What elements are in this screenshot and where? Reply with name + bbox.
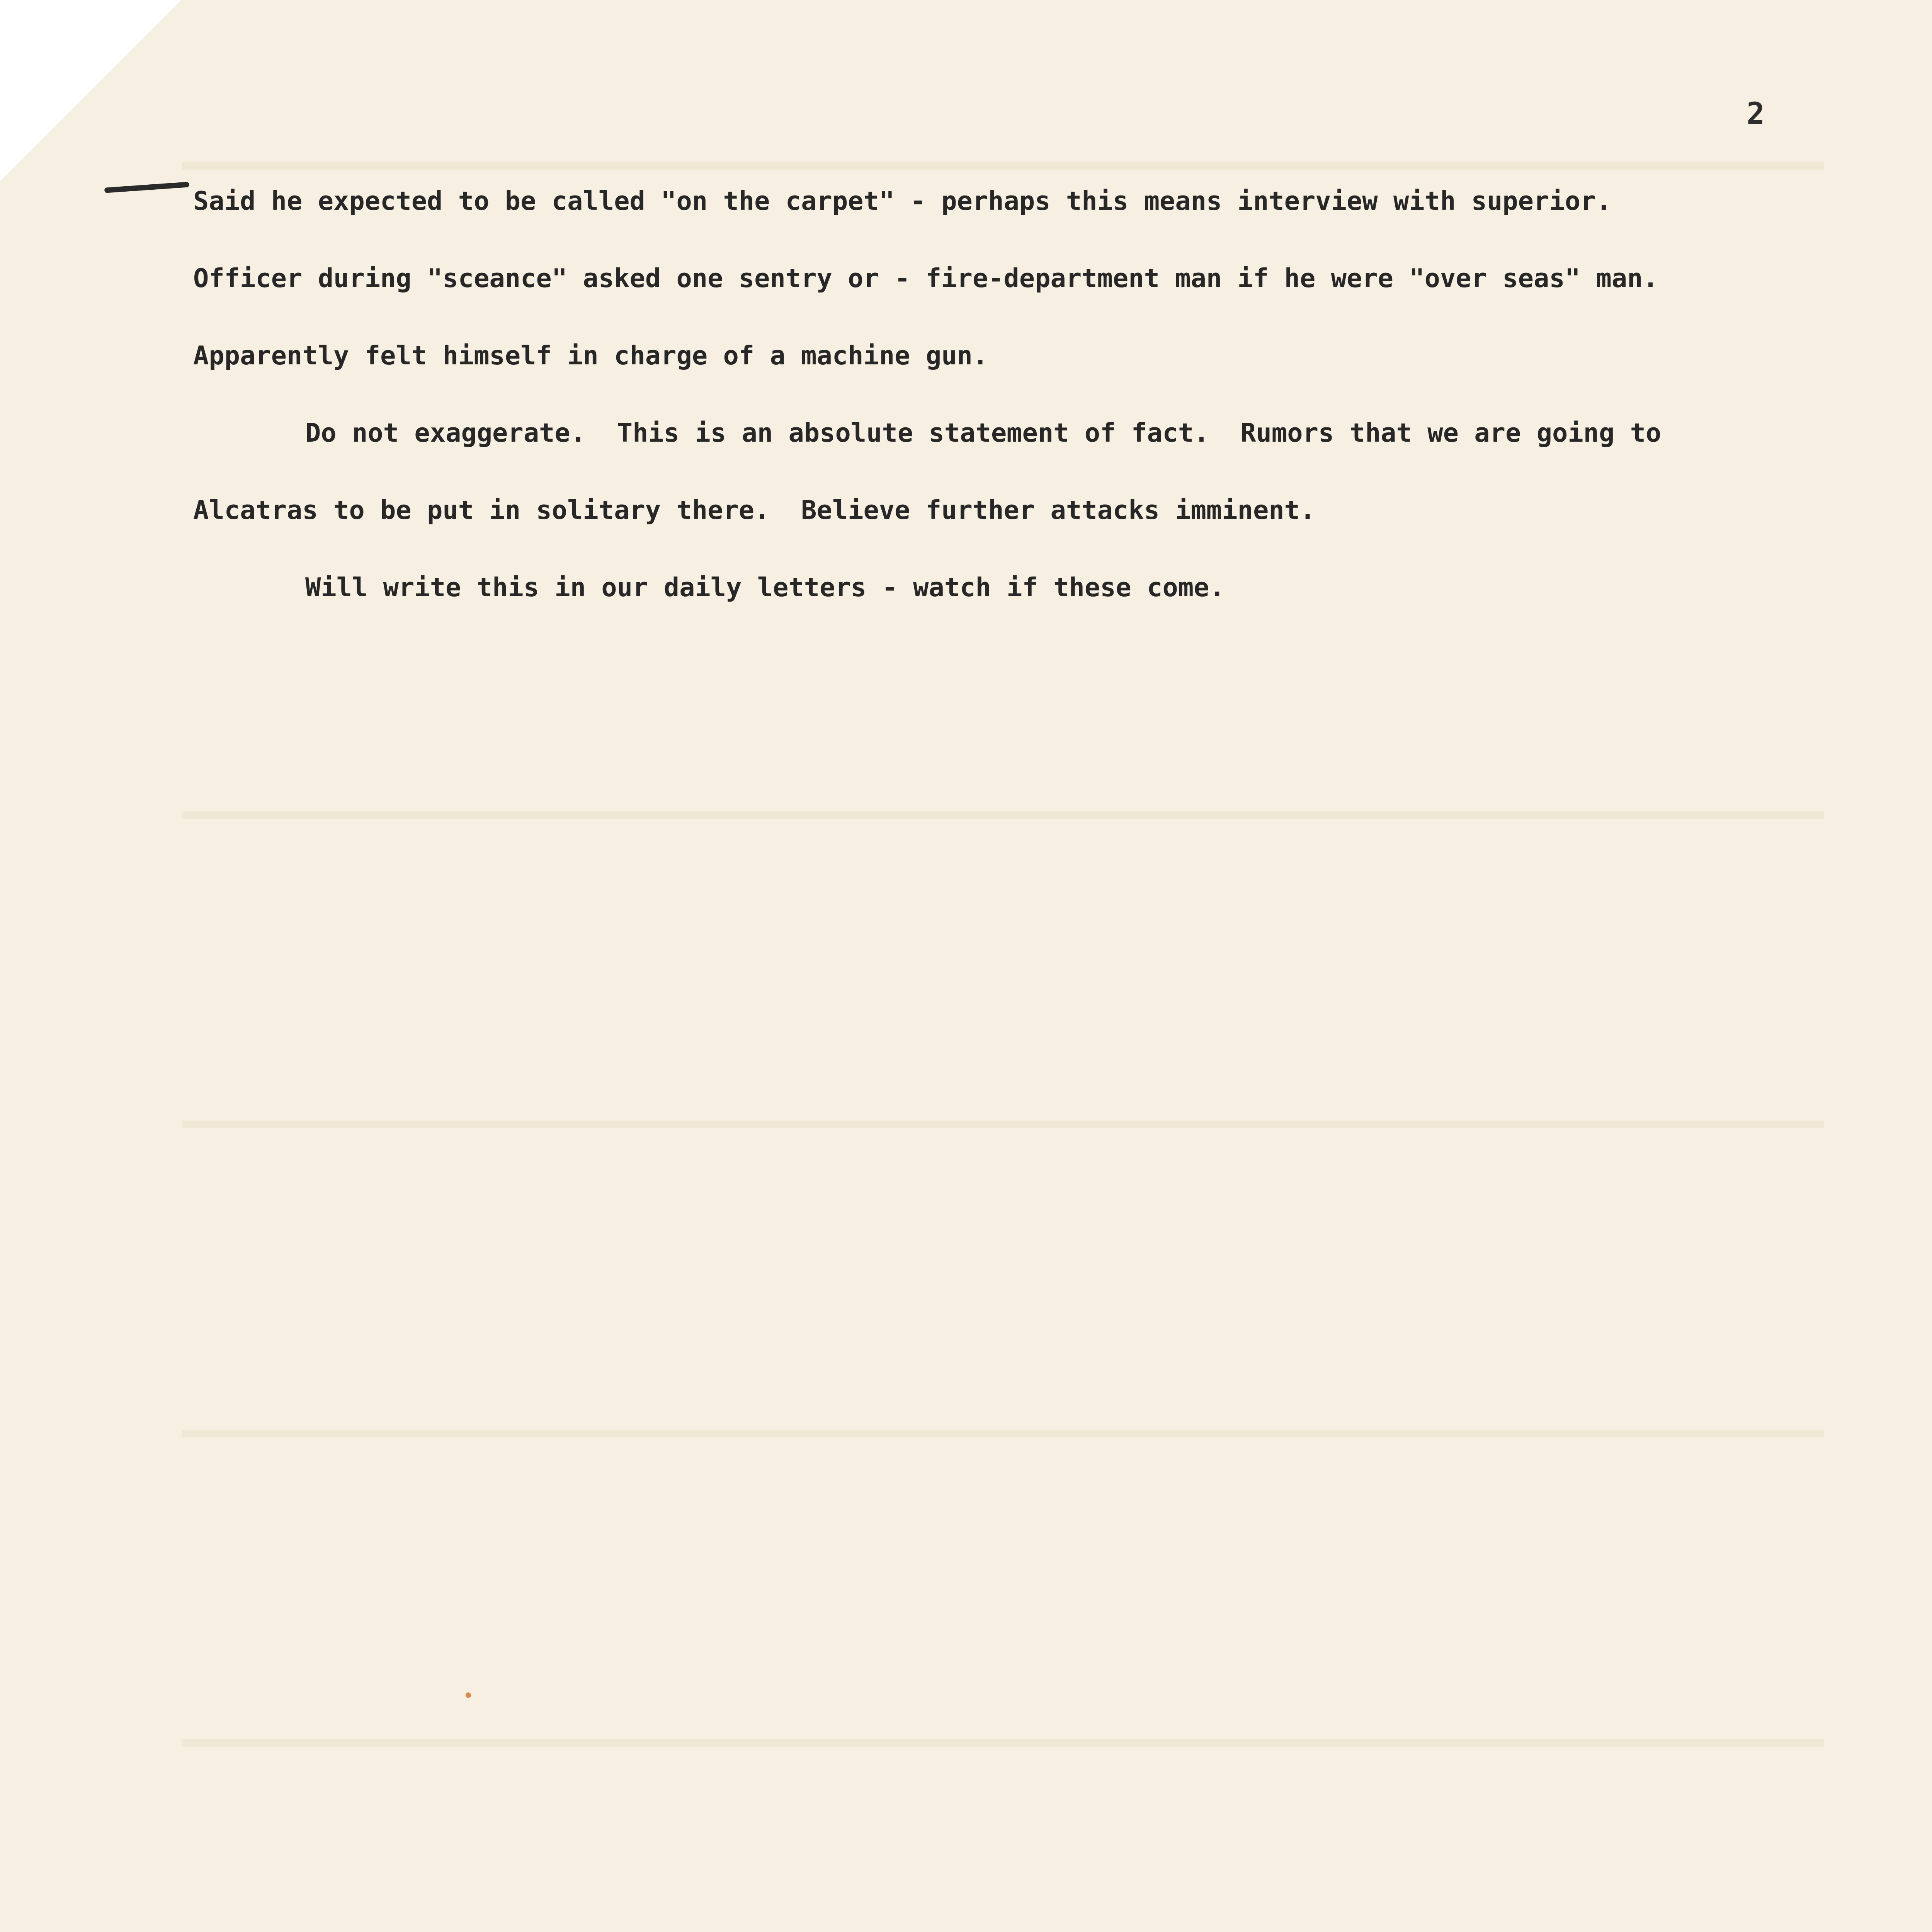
paragraph: Said he expected to be called "on the carpet" - perhaps this means interview with superior. Officer during "sceance" asked one sentry or - fire-department man if he were "over seas" man. Apparently felt himself in charge of a machine gun.: [193, 186, 1690, 371]
pen-mark: [104, 182, 189, 193]
paper-speck: [466, 1692, 471, 1698]
show-through-line: [182, 1739, 1824, 1747]
show-through-line: [182, 811, 1824, 819]
page-number: 2: [1747, 97, 1765, 131]
show-through-line: [182, 1121, 1824, 1128]
paragraph: Will write this in our daily letters - watch if these come.: [305, 572, 1225, 602]
body-text: [193, 162, 1739, 626]
show-through-line: [182, 1430, 1824, 1437]
torn-corner: [0, 0, 182, 182]
paragraph: Do not exaggerate. This is an absolute statement of fact. Rumors that we are going to Alcatras to be put in solitary there. Believe further attacks imminent.: [193, 418, 1677, 525]
